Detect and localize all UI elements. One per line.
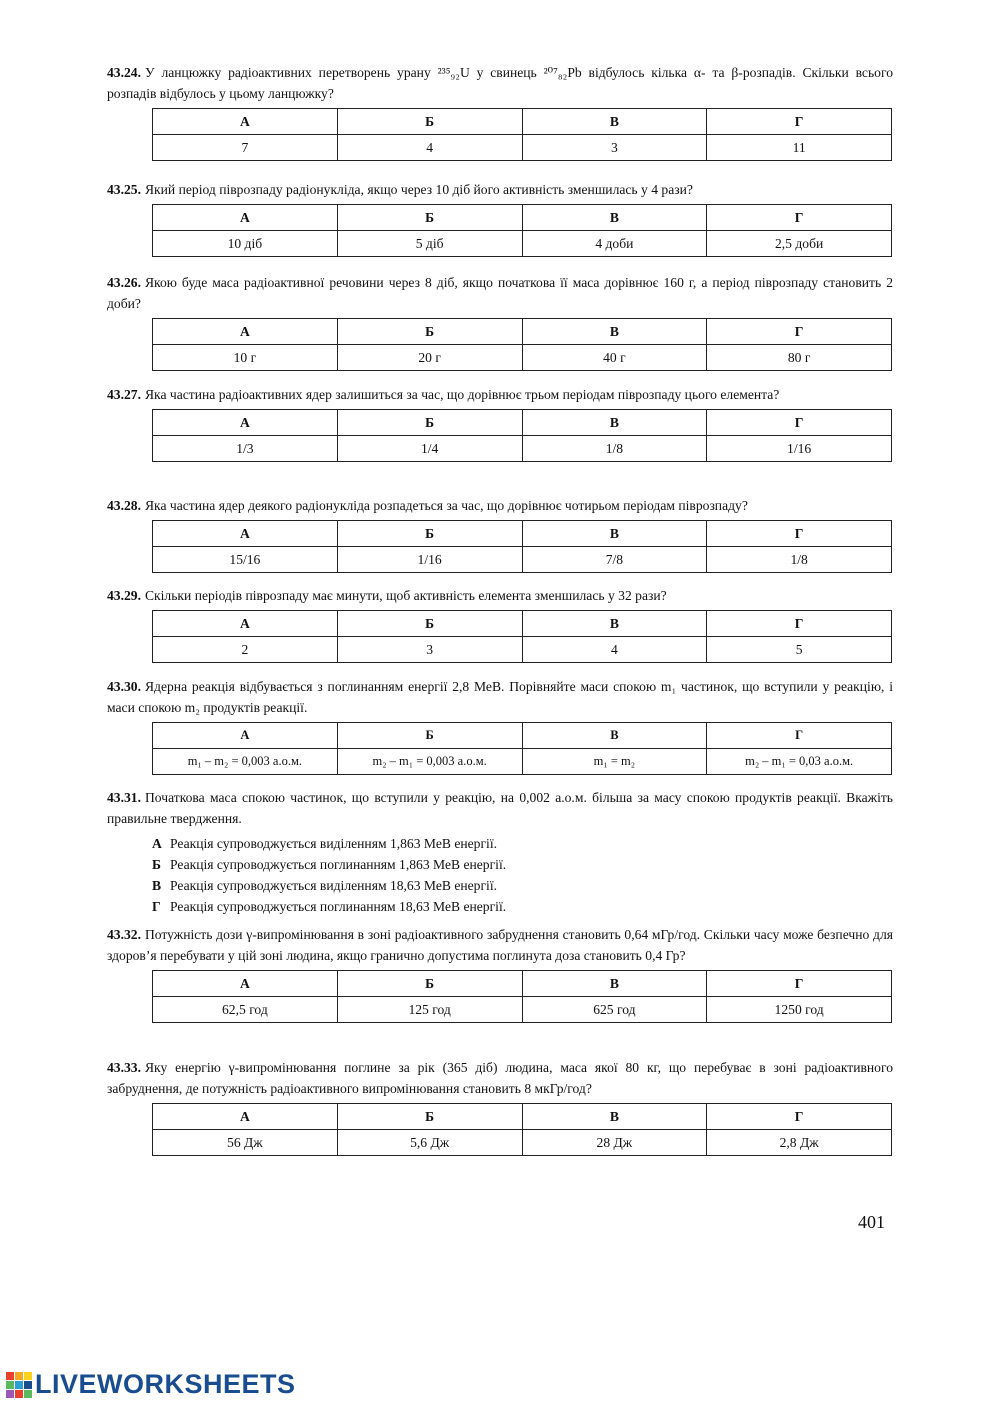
question-43-27 — [107, 384, 893, 462]
logo-square — [15, 1381, 23, 1389]
option-header: А — [153, 521, 338, 547]
logo-square — [15, 1390, 23, 1398]
answer-cell[interactable]: 2 — [153, 637, 338, 663]
logo-grid-icon — [6, 1372, 32, 1398]
answer-cell[interactable]: 2,8 Дж — [707, 1130, 892, 1156]
option-header: А — [153, 109, 338, 135]
option-header: Г — [707, 971, 892, 997]
option-text: Реакція супроводжується поглинанням 1,863 МеВ енергії. — [170, 857, 507, 872]
answer-cell[interactable]: m₂ – m₁ = 0,03 а.о.м. — [707, 749, 892, 775]
answer-cell[interactable]: 1/3 — [153, 436, 338, 462]
option-header: Б — [337, 1104, 522, 1130]
option-header: Б — [337, 521, 522, 547]
answer-cell[interactable]: 625 год — [522, 997, 707, 1023]
answer-cell[interactable]: 4 — [522, 637, 707, 663]
option-header: В — [522, 109, 707, 135]
option-header: А — [153, 971, 338, 997]
option-header: В — [522, 205, 707, 231]
question-text: Початкова маса спокою частинок, що вступили у реакцію, на 0,002 а.о.м. більша за масу спокою продуктів реакції. Вкажіть правильне твердження. — [107, 790, 893, 826]
answer-table — [152, 318, 892, 371]
answer-cell[interactable]: 125 год — [337, 997, 522, 1023]
option-header: Г — [707, 521, 892, 547]
logo-square — [15, 1372, 23, 1380]
answer-table — [152, 610, 892, 663]
answer-table — [152, 204, 892, 257]
question-text: Який період піврозпаду радіонукліда, якщо через 10 діб його активність зменшилась у 4 рази? — [144, 182, 693, 197]
question-text: У ланцюжку радіоактивних перетворень урану ²³⁵₉₂U у свинець ²⁰⁷₈₂Pb відбулось кілька α- та β-розпадів. Скільки всього розпадів відбулось у цьому ланцюжку? — [107, 65, 893, 101]
answer-cell[interactable]: 80 г — [707, 345, 892, 371]
logo-square — [24, 1372, 32, 1380]
question-43-32 — [107, 924, 893, 1023]
option-header: В — [522, 611, 707, 637]
answer-cell[interactable]: 1/8 — [707, 547, 892, 573]
option-header: Г — [707, 723, 892, 749]
option-item[interactable] — [152, 833, 893, 854]
answer-cell[interactable]: 1/4 — [337, 436, 522, 462]
answer-cell[interactable]: 5 — [707, 637, 892, 663]
question-number: 43.27. — [107, 387, 141, 402]
answer-cell[interactable]: 3 — [337, 637, 522, 663]
option-item[interactable] — [152, 875, 893, 896]
answer-cell[interactable]: m₁ = m₂ — [522, 749, 707, 775]
option-header: Г — [707, 319, 892, 345]
answer-cell[interactable]: 28 Дж — [522, 1130, 707, 1156]
option-text: Реакція супроводжується виділенням 18,63 МеВ енергії. — [170, 878, 497, 893]
answer-table — [152, 722, 892, 775]
question-43-28 — [107, 495, 893, 573]
logo-square — [24, 1381, 32, 1389]
option-letter: А — [152, 836, 162, 851]
question-number: 43.32. — [107, 927, 141, 942]
option-header: А — [153, 1104, 338, 1130]
option-header: В — [522, 723, 707, 749]
answer-table — [152, 409, 892, 462]
option-letter: В — [152, 878, 162, 893]
option-header: В — [522, 319, 707, 345]
question-text: Скільки періодів піврозпаду має минути, щоб активність елемента зменшилась у 32 рази? — [144, 588, 667, 603]
answer-table — [152, 520, 892, 573]
answer-cell[interactable]: 40 г — [522, 345, 707, 371]
option-header: Г — [707, 109, 892, 135]
question-number: 43.30. — [107, 679, 141, 694]
answer-table — [152, 970, 892, 1023]
option-list — [152, 833, 893, 917]
option-header: В — [522, 521, 707, 547]
option-item[interactable] — [152, 896, 893, 917]
answer-cell[interactable]: 1/16 — [337, 547, 522, 573]
option-header: Г — [707, 611, 892, 637]
question-text: Яку енергію γ-випромінювання поглине за рік (365 діб) людина, маса якої 80 кг, що перебуває в зоні радіоактивного забруднення, де потужність радіоактивного випромінювання становить 8 мкГр/год? — [107, 1060, 893, 1096]
logo-square — [6, 1390, 14, 1398]
question-number: 43.29. — [107, 588, 141, 603]
question-43-24 — [107, 62, 893, 161]
page-number: 401 — [858, 1212, 885, 1232]
answer-cell[interactable]: 4 доби — [522, 231, 707, 257]
option-header: А — [153, 723, 338, 749]
question-number: 43.26. — [107, 275, 141, 290]
question-text: Якою буде маса радіоактивної речовини через 8 діб, якщо початкова її маса дорівнює 160 г, а період піврозпаду становить 2 доби? — [107, 275, 893, 311]
option-header: Б — [337, 410, 522, 436]
question-text: Потужність дози γ-випромінювання в зоні радіоактивного забруднення становить 0,64 мГр/год. Скільки часу може безпечно для здоров’я перебувати у цій зоні людина, якщо гранично допустима поглинута доза становить 0,4 Гр? — [107, 927, 893, 963]
question-43-30 — [107, 676, 893, 775]
answer-cell[interactable]: 7/8 — [522, 547, 707, 573]
option-header: Б — [337, 319, 522, 345]
question-text: Яка частина радіоактивних ядер залишиться за час, що дорівнює трьом періодам піврозпаду цього елемента? — [144, 387, 780, 402]
option-letter: Г — [152, 899, 161, 914]
answer-cell[interactable]: 5 діб — [337, 231, 522, 257]
option-header: А — [153, 319, 338, 345]
answer-cell[interactable]: 56 Дж — [153, 1130, 338, 1156]
option-text: Реакція супроводжується виділенням 1,863 МеВ енергії. — [170, 836, 497, 851]
answer-cell[interactable]: 4 — [337, 135, 522, 161]
option-header: Г — [707, 205, 892, 231]
option-header: Б — [337, 971, 522, 997]
answer-cell[interactable]: 11 — [707, 135, 892, 161]
question-number: 43.28. — [107, 498, 141, 513]
logo-square — [6, 1381, 14, 1389]
answer-cell[interactable]: 20 г — [337, 345, 522, 371]
answer-cell[interactable]: 1250 год — [707, 997, 892, 1023]
liveworksheets-logo[interactable] — [6, 1369, 296, 1400]
option-header: В — [522, 410, 707, 436]
answer-cell[interactable]: 10 г — [153, 345, 338, 371]
option-header: Б — [337, 723, 522, 749]
answer-cell[interactable]: 62,5 год — [153, 997, 338, 1023]
question-number: 43.24. — [107, 65, 141, 80]
option-letter: Б — [152, 857, 161, 872]
option-item[interactable] — [152, 854, 893, 875]
question-number: 43.25. — [107, 182, 141, 197]
logo-square — [24, 1390, 32, 1398]
answer-cell[interactable]: 5,6 Дж — [337, 1130, 522, 1156]
question-43-25 — [107, 179, 893, 257]
answer-cell[interactable]: 1/16 — [707, 436, 892, 462]
option-header: Б — [337, 109, 522, 135]
option-header: А — [153, 611, 338, 637]
option-header: А — [153, 205, 338, 231]
option-header: В — [522, 1104, 707, 1130]
question-text: Яка частина ядер деякого радіонукліда розпадеться за час, що дорівнює чотирьом періодам піврозпаду? — [144, 498, 748, 513]
option-header: А — [153, 410, 338, 436]
answer-cell[interactable]: 7 — [153, 135, 338, 161]
answer-cell[interactable]: m₂ – m₁ = 0,003 а.о.м. — [337, 749, 522, 775]
logo-text: LIVEWORKSHEETS — [35, 1369, 296, 1399]
option-header: Б — [337, 205, 522, 231]
option-header: В — [522, 971, 707, 997]
answer-cell[interactable]: 15/16 — [153, 547, 338, 573]
option-header: Г — [707, 410, 892, 436]
answer-table — [152, 1103, 892, 1156]
answer-cell[interactable]: 2,5 доби — [707, 231, 892, 257]
question-43-33 — [107, 1057, 893, 1156]
question-number: 43.33. — [107, 1060, 141, 1075]
answer-cell[interactable]: 1/8 — [522, 436, 707, 462]
answer-cell[interactable]: m₁ – m₂ = 0,003 а.о.м. — [153, 749, 338, 775]
question-text: Ядерна реакція відбувається з поглинанням енергії 2,8 МеВ. Порівняйте маси спокою m₁ частинок, що вступили у реакцію, і маси спокою m₂ продуктів реакції. — [107, 679, 893, 715]
question-43-29 — [107, 585, 893, 663]
option-header: Б — [337, 611, 522, 637]
answer-cell[interactable]: 3 — [522, 135, 707, 161]
question-43-26 — [107, 272, 893, 371]
answer-table — [152, 108, 892, 161]
question-number: 43.31. — [107, 790, 141, 805]
option-text: Реакція супроводжується поглинанням 18,63 МеВ енергії. — [170, 899, 507, 914]
answer-cell[interactable]: 10 діб — [153, 231, 338, 257]
question-43-31 — [107, 787, 893, 917]
logo-square — [6, 1372, 14, 1380]
option-header: Г — [707, 1104, 892, 1130]
